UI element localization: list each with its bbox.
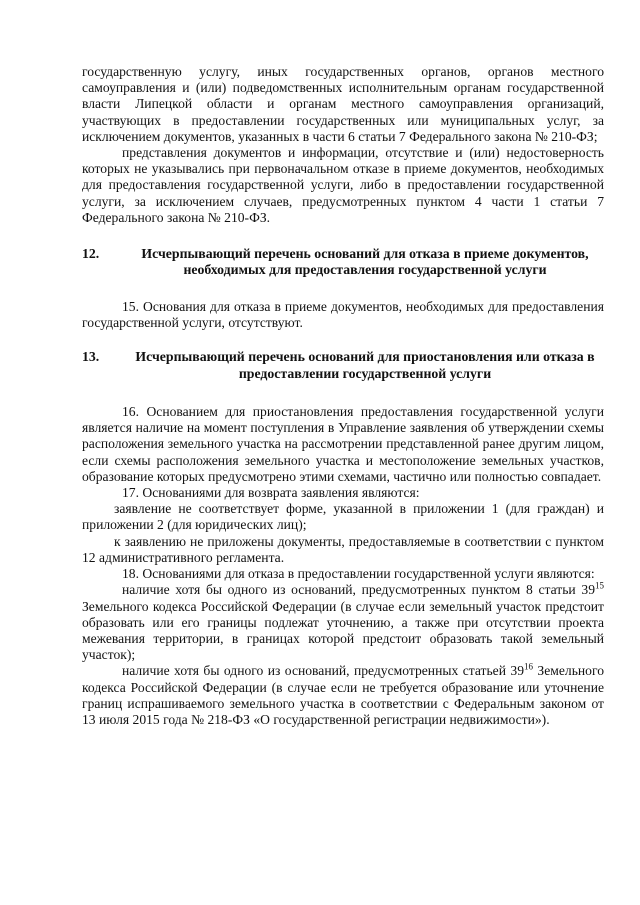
paragraph-18-item-article-39-15: наличие хотя бы одного из оснований, предусмотренных пунктом 8 статьи $39^{15}$ Земельного кодекса Российской Федерации (в случае если земельный участок предстоит образовать или его границы подлежат уточнению, а также при отсутствии проекта межевания территории, в границах которой предстоит образовать такой земельный участок); (82, 580, 604, 663)
section-title: Исчерпывающий перечень оснований для приостановления или отказа в предоставлении государственной услуги (135, 349, 595, 381)
paragraph-17-item-documents: к заявлению не приложены документы, предоставляемые в соответствии с пунктом 12 административного регламента. (82, 533, 604, 565)
section-heading-13 (82, 349, 604, 382)
paragraph-16: 16. Основанием для приостановления предоставления государственной услуги является наличие на момент поступления в Управление заявления об утверждении схемы расположения земельного участка на рассмотрении представленной ранее другим лицом, если схемы расположения земельного участка и местоположение земельных участков, образование которых предусмотрено этими схемами, частично или полностью совпадает. (82, 404, 604, 484)
paragraph-15: 15. Основания для отказа в приеме документов, необходимых для предоставления государственной услуги, отсутствуют. (82, 298, 604, 331)
paragraph-17: 17. Основаниями для возврата заявления являются: (122, 485, 420, 501)
section-number: 12. (82, 246, 100, 262)
paragraph-17-item-form: заявление не соответствует форме, указанной в приложении 1 (для граждан) и приложении 2 (для юридических лиц); (82, 501, 604, 533)
section-number: 13. (82, 349, 100, 365)
section-title: Исчерпывающий перечень оснований для отказа в приеме документов, необходимых для предоставления государственной услуги (141, 246, 589, 278)
paragraph-18-item-article-39-16: наличие хотя бы одного из оснований, предусмотренных статьей $39^{16}$ Земельного кодекса Российской Федерации (в случае если не требуется образование или уточнение границ испрашиваемого земельного участка в соответствии с Федеральным законом от 13 июля 2015 года № 218-ФЗ «О государственной регистрации недвижимости»). (82, 661, 604, 727)
paragraph-representation: представления документов и информации, отсутствие и (или) недостоверность которых не указывались при первоначальном отказе в приеме документов, необходимых для предоставления государственной услуги, либо в предоставлении государственной услуги, за исключением случаев, предусмотренных пунктом 4 части 1 статьи 7 Федерального закона № 210-ФЗ. (82, 145, 604, 225)
section-heading-12 (82, 246, 604, 279)
paragraph-continuation: государственную услугу, иных государственных органов, органов местного самоуправления и (или) подведомственных исполнительным органам государственной власти Липецкой области и органам местного самоуправления организаций, участвующих в предоставлении государственных или муниципальных услуг, за исключением документов, указанных в части 6 статьи 7 Федерального закона № 210-ФЗ; (82, 64, 604, 144)
paragraph-18: 18. Основаниями для отказа в предоставлении государственной услуги являются: (122, 566, 595, 582)
